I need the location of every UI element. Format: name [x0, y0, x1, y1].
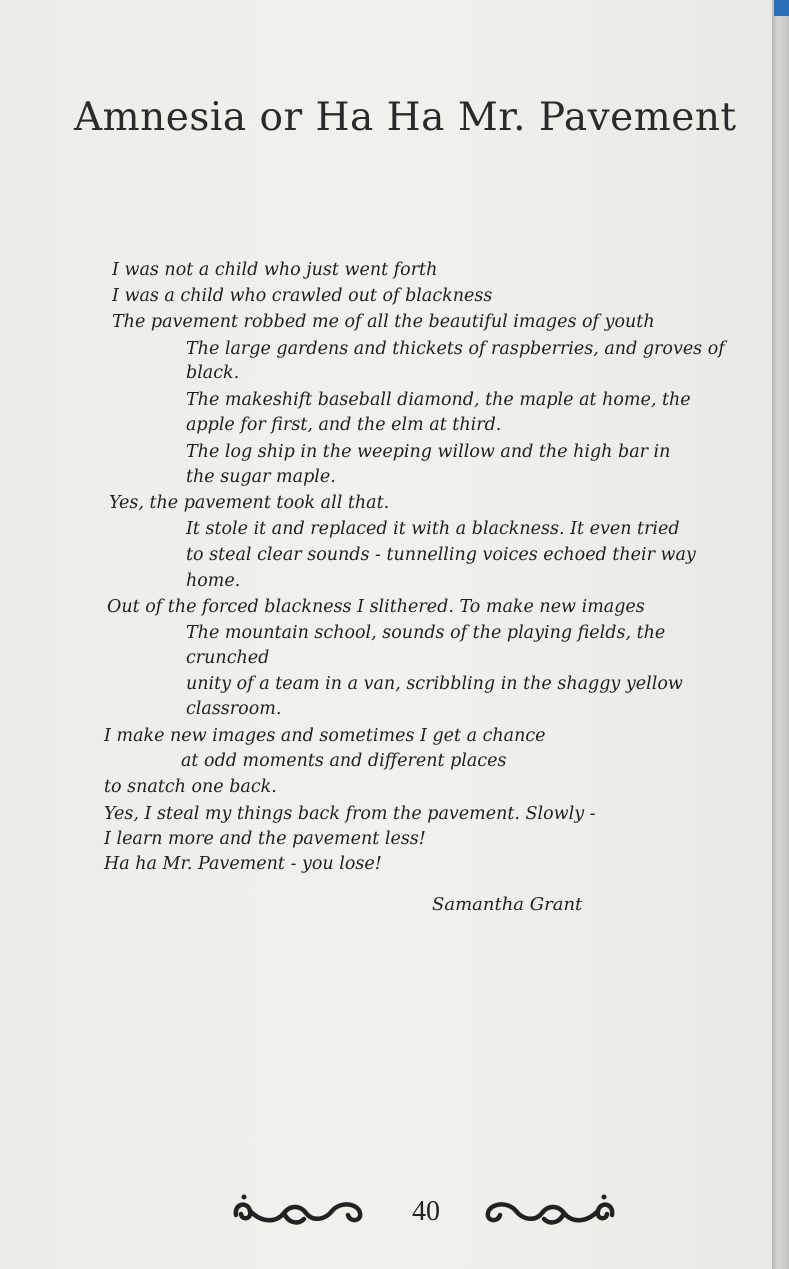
- poem-line: Out of the forced blackness I slithered. To make new images: [107, 597, 645, 617]
- poem-line: apple for first, and the elm at third.: [186, 415, 502, 435]
- poem-line: The large gardens and thickets of raspberries, and groves of: [186, 339, 725, 359]
- poem-line: Yes, the pavement took all that.: [109, 493, 390, 513]
- poem-line: to snatch one back.: [104, 777, 277, 797]
- poem-line: to steal clear sounds - tunnelling voices echoed their way: [186, 545, 696, 565]
- poem-line: black.: [186, 363, 240, 383]
- edge-accent: [774, 0, 789, 16]
- page-number: 40: [412, 1196, 440, 1227]
- poem-line: crunched: [186, 648, 270, 668]
- poem-title: Amnesia or Ha Ha Mr. Pavement: [74, 95, 737, 140]
- poem-line: home.: [186, 571, 241, 591]
- poem-line: classroom.: [186, 699, 282, 719]
- poem-line: Ha ha Mr. Pavement - you lose!: [104, 854, 382, 874]
- poem-line: The log ship in the weeping willow and the high bar in: [186, 442, 671, 462]
- poem-line: I learn more and the pavement less!: [104, 829, 426, 849]
- poem-line: I was a child who crawled out of blackness: [112, 286, 493, 306]
- poem-line: Yes, I steal my things back from the pavement. Slowly -: [104, 804, 596, 824]
- poem-line: The pavement robbed me of all the beautiful images of youth: [112, 312, 655, 332]
- poem-line: The mountain school, sounds of the playing fields, the: [186, 623, 666, 643]
- scroll-flourish-icon: [478, 1193, 620, 1229]
- poem-line: unity of a team in a van, scribbling in the shaggy yellow: [186, 674, 683, 694]
- poem-line: The makeshift baseball diamond, the maple at home, the: [186, 390, 691, 410]
- poem-line: It stole it and replaced it with a blackness. It even tried: [186, 519, 680, 539]
- scroll-flourish-icon: [228, 1193, 370, 1229]
- poem-line: I was not a child who just went forth: [112, 260, 438, 280]
- author-signature: Samantha Grant: [432, 894, 583, 915]
- poem-line: I make new images and sometimes I get a chance: [104, 726, 546, 746]
- poem-line: the sugar maple.: [186, 467, 336, 487]
- page-edge: [772, 0, 789, 1269]
- poem-line: at odd moments and different places: [181, 751, 507, 771]
